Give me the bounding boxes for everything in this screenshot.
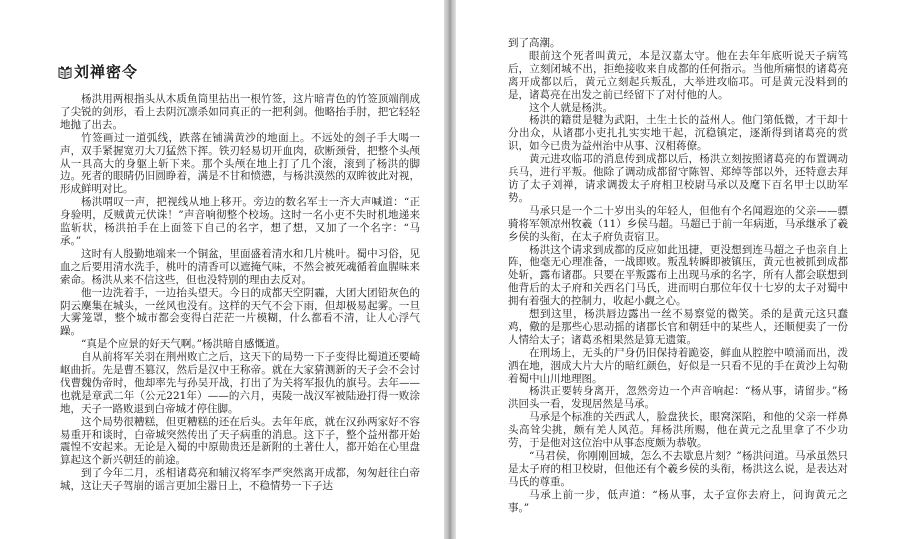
book-gutter xyxy=(444,0,456,539)
paragraph: 这个人就是杨洪。 xyxy=(529,101,613,114)
paragraph: 杨洪这个请求到成都的反应如此迅捷，更没想到连马超之子也亲自上阵，他毫无心理准备，一战即败。叛乱转瞬即被镇压，黄元也被抓到成都处斩，露布诸郡。只要在平叛露布上出现马承的名字，所有人都会联想到他背后的太子府和关西名门马氏，进而明白那位年仅十七岁的太子对蜀中拥有着强大的控制力，收起小觑之心。 xyxy=(508,243,848,308)
paragraph: 杨洪用两根指头从木质鱼筒里拈出一根竹签，这片暗青色的竹签顶端削成了尖锐的剑形，看上去阴沉凛杀如同真正的一把利剑。他略抬手肘，把它轻轻地抛了出去。 xyxy=(60,93,420,131)
paragraph: 到了高潮。 xyxy=(508,37,561,49)
paragraph: 杨洪喟叹一声，把视线从地上移开。旁边的数名军士一齐大声喊道：“正身验明，反贼黄元伏诛！”声音响彻整个校场。这时一名小吏不失时机地递来监斩状，杨洪拍手在上面签下自己的名字，想了想，又加了一个名字：“马承。” xyxy=(60,196,420,247)
paragraph: 马承是个标准的关西武人，脸盘狭长，眼窝深陷，和他的父亲一样鼻头高耸尖挑，颇有羌人风范。拜杨洪所赐，他在黄元之乱里拿了不少功劳，于是他对这位治中从事态度颇为恭敬。 xyxy=(508,411,848,450)
paragraph: 想到这里，杨洪唇边露出一丝不易察觉的微笑。杀的是黄元这只蠢鸡，儆的是那些心思动摇的诸郡长官和朝廷中的某些人，还顺便卖了一份人情给太子；诸葛丞相果然是算无遗策。 xyxy=(508,308,848,346)
paragraph: “马君侯，你刚刚回城，怎么不去歇息片刻？”杨洪问道。马承虽然只是太子府的相卫校尉，但他还有个羲乡侯的头衔，杨洪这么说，是表达对马氏的尊重。 xyxy=(508,450,848,488)
right-page xyxy=(456,0,900,539)
paragraph: 在刑场上，无头的尸身仍旧保持着跪姿，鲜血从腔腔中喷涌而出，泼洒在地，洇成大片大片的暗红颜色，好似是一只看不见的手在黄沙上勾勒着蜀中山川地理图。 xyxy=(508,346,848,385)
paragraph: 自从前将军关羽在荆州败亡之后，这天下的局势一下子变得比蜀道还要崎岖曲折。先是曹丕篡汉，然后是汉中王称帝。就在大家猜测新的天子会不会讨伐曹魏伪帝时，他却率先与孙吴开战，打出了为关将军报仇的旗号。去年——也就是章武二年（公元221年）——的六月，夷陵一战汉军被陆逊打得一败涂地，天子一路败退到白帝城才停住脚。 xyxy=(60,351,420,415)
paragraph: 他一边洗着手，一边抬头望天。今日的成都天空阴霾，大团大团铅灰色的阴云麇集在城头，一丝风也没有。这样的天气不会下雨，但却极易起雾。一旦大雾笼罩，整个城市都会变得白茫茫一片模糊，什么都看不清，让人心浮气躁。 xyxy=(60,286,420,338)
paragraph: 这时有人殷勤地端来一个铜盆，里面盛着清水和几片桃叶。蜀中习俗，见血之后要用清水洗手，桃叶的清香可以遮掩气味，不然会被死魂循着血腥味来索命。杨洪从来不信这些，但也没特别的理由去反对。 xyxy=(60,247,420,286)
paragraph: 马承上前一步，低声道：“杨从事，太子宣你去府上，问询黄元之事。” xyxy=(508,488,848,514)
chapter-title-row xyxy=(58,62,138,82)
paragraph: 黄元进攻临邛的消息传到成都以后，杨洪立刻按照诸葛亮的布置调动兵马，进行平叛。他除了调动成都留守陈智、郑绰等部以外，还特意去拜访了太子刘禅，请求调拨太子府相卫校尉马承以及麾下百名甲士以助军势。 xyxy=(508,153,848,204)
paragraph: 到了今年二月，丞相诸葛亮和辅汉将军李严突然离开成都，匆匆赶往白帝城，这让天子驾崩的谣言更加尘嚣日上，不稳情势一下子达 xyxy=(60,467,420,493)
paragraph: 杨洪的籍贯是犍为武阳，土生土长的益州人。他门第低微，才干却十分出众，从诸郡小吏扎扎实实地干起，沉稳镇定，逐渐得到诸葛亮的赏识，如今已贵为益州治中从事、汉相蒋僚。 xyxy=(508,114,848,153)
paragraph: 马承只是一个二十岁出头的年轻人，但他有个名闻遐迩的父亲——骠骑将军领凉州牧羲（11）乡侯马超。马超已于前一年病逝，马承继承了羲乡侯的头衔，在太子府负责宿卫。 xyxy=(508,204,848,243)
paragraph: “真是个应景的好天气啊。”杨洪暗自感慨道。 xyxy=(81,338,286,351)
paragraph: 眼前这个死者叫黄元，本是汉嘉太守。他在去年年底听说天子病笃后，立刻闭城不出，拒绝接收来自成都的任何指示。当他所痛恨的诸葛亮离开成都以后，黄元立刻起兵叛乱，大举进攻临邛。可是黄元没料到的是，诸葛亮在出发之前已经留下了对付他的人。 xyxy=(508,49,848,101)
book-icon xyxy=(58,65,72,79)
chapter-title: 刘禅密令 xyxy=(74,63,139,81)
paragraph: 杨洪正要转身离开，忽然旁边一个声音响起：“杨从事，请留步。”杨洪回头一看，发现居然是马承。 xyxy=(508,385,848,411)
paragraph: 竹签画过一道弧线，跌落在铺满黄沙的地面上。不远处的刽子手大喝一声，双手紧握宽刃大刀猛然下挥。铁刃轻易切开血肉，砍断颈骨，把整个头颅从一具高大的身躯上斩下来。那个头颅在地上打了几个滚，滚到了杨洪的脚边。死者的眼睛仍旧圆睁着，满是不甘和愤懑，与杨洪漠然的双眸彼此对视，形成鲜明对比。 xyxy=(60,131,420,196)
paragraph: 这个局势很糟糕，但更糟糕的还在后头。去年年底，就在汉孙两家好不容易重开和谈时，白帝城突然传出了天子病重的消息。这下子，整个益州都开始震惶不安起来。无论是入蜀的中原勋贵还是新附的土著仕人，都开始在心里盘算起这个新兴朝廷的前途。 xyxy=(60,415,420,467)
left-page xyxy=(0,0,444,539)
right-body-text xyxy=(508,37,848,515)
left-body-text xyxy=(60,93,420,493)
